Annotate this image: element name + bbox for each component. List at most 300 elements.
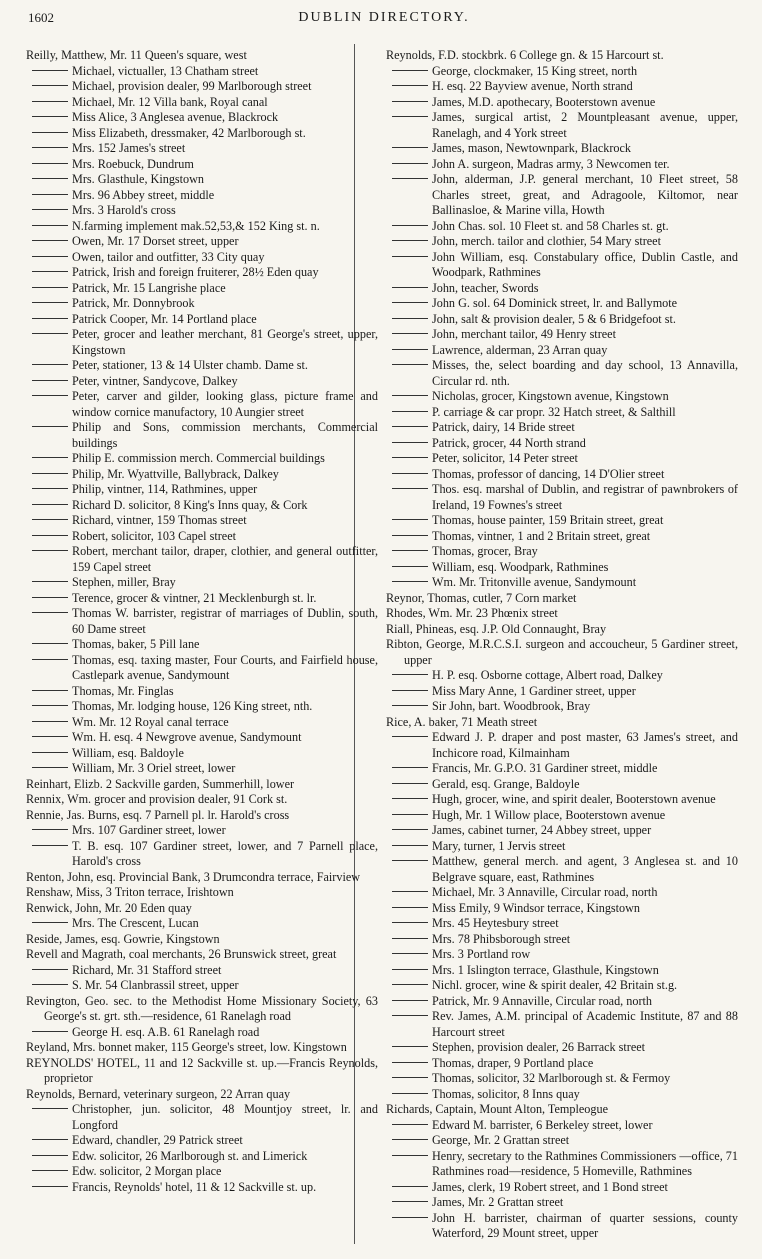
directory-entry <box>26 978 378 994</box>
entry-text: Thomas, Mr. Finglas <box>72 683 174 698</box>
ditto-dash <box>32 752 68 753</box>
entry-text: Renton, John, esq. Provincial Bank, 3 Drumcondra terrace, Fairview <box>26 869 361 884</box>
ditto-dash <box>32 85 68 86</box>
ditto-dash <box>392 240 428 241</box>
directory-entry <box>26 389 378 420</box>
directory-entry <box>26 932 378 948</box>
page-header <box>28 8 740 30</box>
directory-entry <box>26 529 378 545</box>
entry-text: Stephen, miller, Bray <box>72 575 176 589</box>
entry-text: Peter, stationer, 13 & 14 Ulster chamb. Dame st. <box>72 358 308 372</box>
directory-entry <box>386 1009 738 1040</box>
ditto-dash <box>392 1000 428 1001</box>
entry-text: P. carriage & car propr. 32 Hatch street, & Salthill <box>432 404 676 419</box>
entry-text: Thomas, house painter, 159 Britain street, great <box>432 513 664 527</box>
directory-entry <box>26 219 378 235</box>
entry-text: Riall, Phineas, esq. J.P. Old Connaught, Bray <box>386 621 607 636</box>
directory-entry <box>26 1164 378 1180</box>
entry-text: Nicholas, grocer, Kingstown avenue, Kingstown <box>432 389 669 403</box>
directory-entry <box>386 932 738 948</box>
directory-entry <box>386 544 738 560</box>
ditto-dash <box>32 178 68 179</box>
ditto-dash <box>392 395 428 396</box>
entry-text: Hugh, grocer, wine, and spirit dealer, Booterstown avenue <box>432 792 716 806</box>
directory-entry <box>26 265 378 281</box>
entry-text: Ribton, George, M.R.C.S.I. surgeon and accoucheur, 5 Gardiner street, upper <box>386 637 738 667</box>
directory-entry <box>386 281 738 297</box>
ditto-dash <box>32 597 68 598</box>
running-head: DUBLIN DIRECTORY. <box>298 10 470 25</box>
ditto-dash <box>392 519 428 520</box>
ditto-dash <box>32 364 68 365</box>
entry-text: Mrs. 78 Phibsborough street <box>432 931 571 946</box>
ditto-dash <box>392 318 428 319</box>
entry-text: Edward M. barrister, 6 Berkeley street, lower <box>432 1117 653 1132</box>
directory-entry <box>26 777 378 793</box>
entry-text: Owen, Mr. 17 Dorset street, upper <box>72 234 239 248</box>
entry-text: John Chas. sol. 10 Fleet st. and 58 Charles st. gt. <box>432 218 669 233</box>
entry-text: Patrick, Mr. 15 Langrishe place <box>72 280 226 295</box>
entry-text: Francis, Reynolds' hotel, 11 & 12 Sackville st. up. <box>72 1179 317 1194</box>
ditto-dash <box>32 116 68 117</box>
directory-entry <box>26 901 378 917</box>
entry-text: Thomas, draper, 9 Portland place <box>432 1055 594 1070</box>
entry-text: Reynor, Thomas, cutler, 7 Corn market <box>386 590 577 605</box>
directory-entry <box>26 637 378 653</box>
directory-entry <box>26 203 378 219</box>
entry-text: Michael, Mr. 12 Villa bank, Royal canal <box>72 94 268 109</box>
entry-text: Richard D. solicitor, 8 King's Inns quay, & Cork <box>72 497 308 512</box>
entry-text: Mrs. 1 Islington terrace, Glasthule, Kingstown <box>432 962 659 977</box>
entry-text: Mrs. Roebuck, Dundrum <box>72 156 194 171</box>
entry-text: Mrs. Glasthule, Kingstown <box>72 172 205 186</box>
ditto-dash <box>32 612 68 613</box>
entry-text: Mrs. 45 Heytesbury street <box>432 916 559 930</box>
directory-entry <box>386 606 738 622</box>
entry-text: Miss Mary Anne, 1 Gardiner street, upper <box>432 683 636 698</box>
ditto-dash <box>392 1201 428 1202</box>
ditto-dash <box>32 550 68 551</box>
ditto-dash <box>32 132 68 133</box>
entry-text: Lawrence, alderman, 23 Arran quay <box>432 342 608 357</box>
ditto-dash <box>392 907 428 908</box>
entry-text: Miss Elizabeth, dressmaker, 42 Marlborough st. <box>72 125 306 140</box>
directory-entry <box>386 575 738 591</box>
ditto-dash <box>392 1015 428 1016</box>
directory-entry <box>386 1118 738 1134</box>
entry-text: Thos. esq. marshal of Dublin, and registrar of pawnbrokers of Ireland, 19 Fownes's street <box>432 482 738 512</box>
entry-text: REYNOLDS' HOTEL, 11 and 12 Sackville st. up.—Francis Reynolds, proprietor <box>26 1055 378 1085</box>
directory-entry <box>386 560 738 576</box>
directory-entry <box>386 916 738 932</box>
entry-text: Reilly, Matthew, Mr. 11 Queen's square, west <box>26 48 247 62</box>
directory-entry <box>26 95 378 111</box>
directory-entry <box>386 1211 738 1242</box>
directory-entry <box>386 1040 738 1056</box>
directory-entry <box>26 715 378 731</box>
entry-text: John G. sol. 64 Dominick street, lr. and Ballymote <box>432 296 678 310</box>
ditto-dash <box>32 1155 68 1156</box>
directory-entry <box>386 1056 738 1072</box>
ditto-dash <box>392 256 428 257</box>
ditto-dash <box>392 70 428 71</box>
entry-text: Mrs. 107 Gardiner street, lower <box>72 823 226 837</box>
ditto-dash <box>32 318 68 319</box>
entry-text: James, M.D. apothecary, Booterstown avenue <box>432 94 656 109</box>
entry-text: Revell and Magrath, coal merchants, 26 Brunswick street, great <box>26 947 337 961</box>
ditto-dash <box>392 349 428 350</box>
entry-text: Owen, tailor and outfitter, 33 City quay <box>72 249 265 264</box>
ditto-dash <box>392 566 428 567</box>
entry-text: Reynolds, F.D. stockbrk. 6 College gn. & 15 Harcourt st. <box>386 48 664 62</box>
directory-entry <box>26 963 378 979</box>
entry-text: Revington, Geo. sec. to the Methodist Home Missionary Society, 63 George's st. grt. sth.—residence, 61 Ranelagh road <box>26 993 378 1023</box>
directory-entry <box>26 653 378 684</box>
entry-text: Hugh, Mr. 1 Willow place, Booterstown avenue <box>432 807 666 822</box>
ditto-dash <box>32 1031 68 1032</box>
ditto-dash <box>392 1124 428 1125</box>
entry-text: Misses, the, select boarding and day school, 13 Annavilla, Circular rd. nth. <box>432 358 738 388</box>
entry-text: Henry, secretary to the Rathmines Commissioners —office, 71 Rathmines road—residence, 5 Homeville, Rathmines <box>432 1148 738 1178</box>
entry-text: Miss Alice, 3 Anglesea avenue, Blackrock <box>72 110 279 124</box>
directory-entry <box>386 1087 738 1103</box>
directory-entry <box>26 296 378 312</box>
ditto-dash <box>32 70 68 71</box>
directory-entry <box>386 994 738 1010</box>
ditto-dash <box>392 969 428 970</box>
directory-entry <box>26 1056 378 1087</box>
entry-text: Peter, carver and gilder, looking glass, picture frame and window cornice manufactory, 10 Aungier street <box>72 389 378 419</box>
directory-entry <box>386 95 738 111</box>
directory-entry <box>386 405 738 421</box>
directory-entry <box>386 777 738 793</box>
directory-entry <box>386 715 738 731</box>
directory-entry <box>26 234 378 250</box>
ditto-dash <box>392 488 428 489</box>
directory-entry <box>386 64 738 80</box>
directory-entry <box>26 188 378 204</box>
entry-text: Wm. H. esq. 4 Newgrove avenue, Sandymount <box>72 730 302 744</box>
directory-entry <box>386 482 738 513</box>
entry-text: Thomas, solicitor, 32 Marlborough st. & Fermoy <box>432 1071 671 1085</box>
ditto-dash <box>32 1139 68 1140</box>
entry-text: Peter, vintner, Sandycove, Dalkey <box>72 373 238 388</box>
ditto-dash <box>32 721 68 722</box>
entry-text: Nichl. grocer, wine & spirit dealer, 42 Britain st.g. <box>432 978 678 992</box>
entry-text: Terence, grocer & vintner, 21 Mecklenburgh st. lr. <box>72 590 317 605</box>
ditto-dash <box>392 1046 428 1047</box>
entry-text: Edward, chandler, 29 Patrick street <box>72 1133 243 1147</box>
ditto-dash <box>32 1108 68 1109</box>
directory-entry <box>386 885 738 901</box>
ditto-dash <box>32 581 68 582</box>
ditto-dash <box>32 209 68 210</box>
entry-text: H. P. esq. Osborne cottage, Albert road, Dalkey <box>432 668 663 682</box>
right-column <box>386 48 738 1248</box>
ditto-dash <box>392 581 428 582</box>
ditto-dash <box>392 287 428 288</box>
directory-entry <box>26 699 378 715</box>
directory-entry <box>386 792 738 808</box>
entry-text: Patrick, Irish and foreign fruiterer, 28½ Eden quay <box>72 265 319 279</box>
directory-body <box>26 48 742 1248</box>
entry-text: John, merchant tailor, 49 Henry street <box>432 327 616 341</box>
entry-text: Patrick, grocer, 44 North strand <box>432 435 586 450</box>
directory-entry <box>26 1102 378 1133</box>
ditto-dash <box>32 829 68 830</box>
ditto-dash <box>392 411 428 412</box>
directory-entry <box>26 110 378 126</box>
directory-entry <box>386 1102 738 1118</box>
directory-entry <box>386 684 738 700</box>
entry-text: Mary, turner, 1 Jervis street <box>432 838 566 853</box>
directory-entry <box>26 761 378 777</box>
directory-entry <box>26 1025 378 1041</box>
directory-entry <box>386 699 738 715</box>
entry-text: John, merch. tailor and clothier, 54 Mary street <box>432 234 661 248</box>
directory-entry <box>26 916 378 932</box>
entry-text: Thomas, Mr. lodging house, 126 King street, nth. <box>72 699 313 713</box>
ditto-dash <box>32 302 68 303</box>
ditto-dash <box>32 240 68 241</box>
ditto-dash <box>392 1217 428 1218</box>
entry-text: Philip and Sons, commission merchants, Commercial buildings <box>72 420 378 450</box>
entry-text: Michael, victualler, 13 Chatham street <box>72 63 259 78</box>
entry-text: Michael, provision dealer, 99 Marlborough street <box>72 79 312 93</box>
directory-entry <box>26 451 378 467</box>
directory-entry <box>26 606 378 637</box>
directory-entry <box>386 436 738 452</box>
ditto-dash <box>392 845 428 846</box>
directory-entry <box>26 467 378 483</box>
entry-text: Mrs. The Crescent, Lucan <box>72 916 199 930</box>
ditto-dash <box>392 1062 428 1063</box>
directory-entry <box>26 1087 378 1103</box>
entry-text: John A. surgeon, Madras army, 3 Newcomen ter. <box>432 156 670 171</box>
directory-entry <box>26 575 378 591</box>
ditto-dash <box>392 922 428 923</box>
directory-entry <box>386 389 738 405</box>
entry-text: James, mason, Newtownpark, Blackrock <box>432 141 632 155</box>
ditto-dash <box>392 783 428 784</box>
directory-entry <box>26 823 378 839</box>
directory-entry <box>26 374 378 390</box>
directory-entry <box>26 498 378 514</box>
ditto-dash <box>392 891 428 892</box>
ditto-dash <box>392 938 428 939</box>
entry-text: Richard, Mr. 31 Stafford street <box>72 962 222 977</box>
entry-text: Richard, vintner, 159 Thomas street <box>72 513 247 527</box>
ditto-dash <box>32 225 68 226</box>
entry-text: John, teacher, Swords <box>432 280 539 295</box>
ditto-dash <box>392 101 428 102</box>
ditto-dash <box>392 953 428 954</box>
directory-entry <box>26 1180 378 1196</box>
directory-entry <box>386 730 738 761</box>
entry-text: Rhodes, Wm. Mr. 23 Phœnix street <box>386 606 558 620</box>
directory-entry <box>26 870 378 886</box>
ditto-dash <box>392 1186 428 1187</box>
directory-entry <box>26 48 378 64</box>
ditto-dash <box>32 101 68 102</box>
entry-text: Patrick, Mr. Donnybrook <box>72 296 195 310</box>
ditto-dash <box>32 659 68 660</box>
directory-entry <box>386 901 738 917</box>
directory-entry <box>26 792 378 808</box>
entry-text: H. esq. 22 Bayview avenue, North strand <box>432 79 633 93</box>
entry-text: John, salt & provision dealer, 5 & 6 Bridgefoot st. <box>432 311 676 326</box>
entry-text: T. B. esq. 107 Gardiner street, lower, and 7 Parnell place, Harold's cross <box>72 838 378 868</box>
entry-text: Thomas, grocer, Bray <box>432 544 538 558</box>
ditto-dash <box>392 116 428 117</box>
entry-text: Rice, A. baker, 71 Meath street <box>386 714 538 729</box>
ditto-dash <box>32 287 68 288</box>
directory-entry <box>26 281 378 297</box>
ditto-dash <box>32 519 68 520</box>
entry-text: Philip, Mr. Wyattville, Ballybrack, Dalkey <box>72 466 279 481</box>
ditto-dash <box>392 426 428 427</box>
directory-entry <box>26 327 378 358</box>
ditto-dash <box>392 535 428 536</box>
directory-entry <box>26 513 378 529</box>
ditto-dash <box>392 705 428 706</box>
directory-entry <box>26 126 378 142</box>
entry-text: Thomas, professor of dancing, 14 D'Olier street <box>432 466 665 481</box>
ditto-dash <box>392 674 428 675</box>
directory-entry <box>386 451 738 467</box>
entry-text: William, Mr. 3 Oriel street, lower <box>72 761 236 775</box>
ditto-dash <box>392 690 428 691</box>
directory-entry <box>26 312 378 328</box>
entry-text: Matthew, general merch. and agent, 3 Anglesea st. and 10 Belgrave square, east, Rathmines <box>432 854 738 884</box>
entry-text: Mrs. 3 Harold's cross <box>72 203 176 217</box>
entry-text: Stephen, provision dealer, 26 Barrack street <box>432 1040 646 1054</box>
ditto-dash <box>392 147 428 148</box>
ditto-dash <box>392 1093 428 1094</box>
entry-text: Patrick, dairy, 14 Bride street <box>432 420 575 434</box>
entry-text: Thomas, vintner, 1 and 2 Britain street, great <box>432 528 651 543</box>
directory-entry <box>26 172 378 188</box>
entry-text: Thomas, baker, 5 Pill lane <box>72 637 200 651</box>
entry-text: James, surgical artist, 2 Mountpleasant avenue, upper, Ranelagh, and 4 York street <box>432 110 738 140</box>
directory-entry <box>26 250 378 266</box>
entry-text: N.farming implement mak.52,53,& 152 King st. n. <box>72 218 320 233</box>
ditto-dash <box>392 457 428 458</box>
ditto-dash <box>392 85 428 86</box>
directory-entry <box>26 358 378 374</box>
directory-entry <box>26 544 378 575</box>
ditto-dash <box>392 225 428 226</box>
entry-text: Edw. solicitor, 2 Morgan place <box>72 1164 222 1178</box>
entry-text: Edw. solicitor, 26 Marlborough st. and Limerick <box>72 1148 308 1163</box>
directory-entry <box>386 947 738 963</box>
ditto-dash <box>32 395 68 396</box>
directory-entry <box>386 963 738 979</box>
directory-entry <box>386 312 738 328</box>
directory-entry <box>26 79 378 95</box>
directory-entry <box>386 467 738 483</box>
directory-entry <box>386 1195 738 1211</box>
ditto-dash <box>32 1170 68 1171</box>
entry-text: Renwick, John, Mr. 20 Eden quay <box>26 900 192 915</box>
entry-text: S. Mr. 54 Clanbrassil street, upper <box>72 978 239 992</box>
ditto-dash <box>32 271 68 272</box>
directory-entry <box>386 529 738 545</box>
ditto-dash <box>32 736 68 737</box>
entry-text: Peter, grocer and leather merchant, 81 George's street, upper, Kingstown <box>72 327 378 357</box>
directory-entry <box>26 885 378 901</box>
ditto-dash <box>32 380 68 381</box>
entry-text: Mrs. 3 Portland row <box>432 947 531 961</box>
directory-entry <box>386 761 738 777</box>
directory-entry <box>386 668 738 684</box>
entry-text: Renshaw, Miss, 3 Triton terrace, Irishtown <box>26 885 234 899</box>
entry-text: Thomas, solicitor, 8 Inns quay <box>432 1086 580 1101</box>
page-number: 1602 <box>28 10 54 25</box>
ditto-dash <box>392 1077 428 1078</box>
ditto-dash <box>32 643 68 644</box>
directory-entry <box>26 994 378 1025</box>
ditto-dash <box>32 767 68 768</box>
entry-text: Edward J. P. draper and post master, 63 James's street, and Inchicore road, Kilmainham <box>432 730 738 760</box>
ditto-dash <box>392 178 428 179</box>
entry-text: Christopher, jun. solicitor, 48 Mountjoy street, lr. and Longford <box>72 1102 378 1132</box>
directory-entry <box>26 808 378 824</box>
entry-text: Mrs. 152 James's street <box>72 141 186 155</box>
ditto-dash <box>392 798 428 799</box>
entry-text: Miss Emily, 9 Windsor terrace, Kingstown <box>432 900 641 915</box>
entry-text: Reynolds, Bernard, veterinary surgeon, 22 Arran quay <box>26 1086 291 1101</box>
directory-entry <box>26 947 378 963</box>
directory-entry <box>386 343 738 359</box>
entry-text: Mrs. 96 Abbey street, middle <box>72 187 215 202</box>
directory-entry <box>26 157 378 173</box>
entry-text: James, clerk, 19 Robert street, and 1 Bond street <box>432 1179 668 1194</box>
entry-text: James, Mr. 2 Grattan street <box>432 1195 564 1209</box>
directory-entry <box>386 219 738 235</box>
directory-entry <box>386 622 738 638</box>
ditto-dash <box>32 194 68 195</box>
directory-entry <box>26 1149 378 1165</box>
entry-text: Reyland, Mrs. bonnet maker, 115 George's street, low. Kingstown <box>26 1040 347 1054</box>
directory-entry <box>386 1133 738 1149</box>
entry-text: Francis, Mr. G.P.O. 31 Gardiner street, middle <box>432 761 658 775</box>
entry-text: William, esq. Baldoyle <box>72 745 184 760</box>
ditto-dash <box>32 504 68 505</box>
entry-text: Robert, solicitor, 103 Capel street <box>72 528 237 543</box>
ditto-dash <box>32 690 68 691</box>
entry-text: Wm. Mr. Tritonville avenue, Sandymount <box>432 575 637 589</box>
ditto-dash <box>392 1155 428 1156</box>
ditto-dash <box>392 333 428 334</box>
entry-text: Rennix, Wm. grocer and provision dealer, 91 Cork st. <box>26 792 288 806</box>
ditto-dash <box>32 457 68 458</box>
ditto-dash <box>392 302 428 303</box>
directory-entry <box>26 730 378 746</box>
entry-text: Reinhart, Elizb. 2 Sackville garden, Summerhill, lower <box>26 776 295 791</box>
entry-text: Rennie, Jas. Burns, esq. 7 Parnell pl. lr. Harold's cross <box>26 807 290 822</box>
ditto-dash <box>32 488 68 489</box>
entry-text: Michael, Mr. 3 Annaville, Circular road, north <box>432 885 658 899</box>
directory-entry <box>26 420 378 451</box>
directory-entry <box>386 79 738 95</box>
ditto-dash <box>32 333 68 334</box>
directory-entry <box>386 141 738 157</box>
ditto-dash <box>392 442 428 443</box>
directory-entry <box>26 1040 378 1056</box>
directory-entry <box>26 1133 378 1149</box>
entry-text: John H. barrister, chairman of quarter sessions, county Waterford, 29 Mount street, upper <box>432 1210 738 1240</box>
